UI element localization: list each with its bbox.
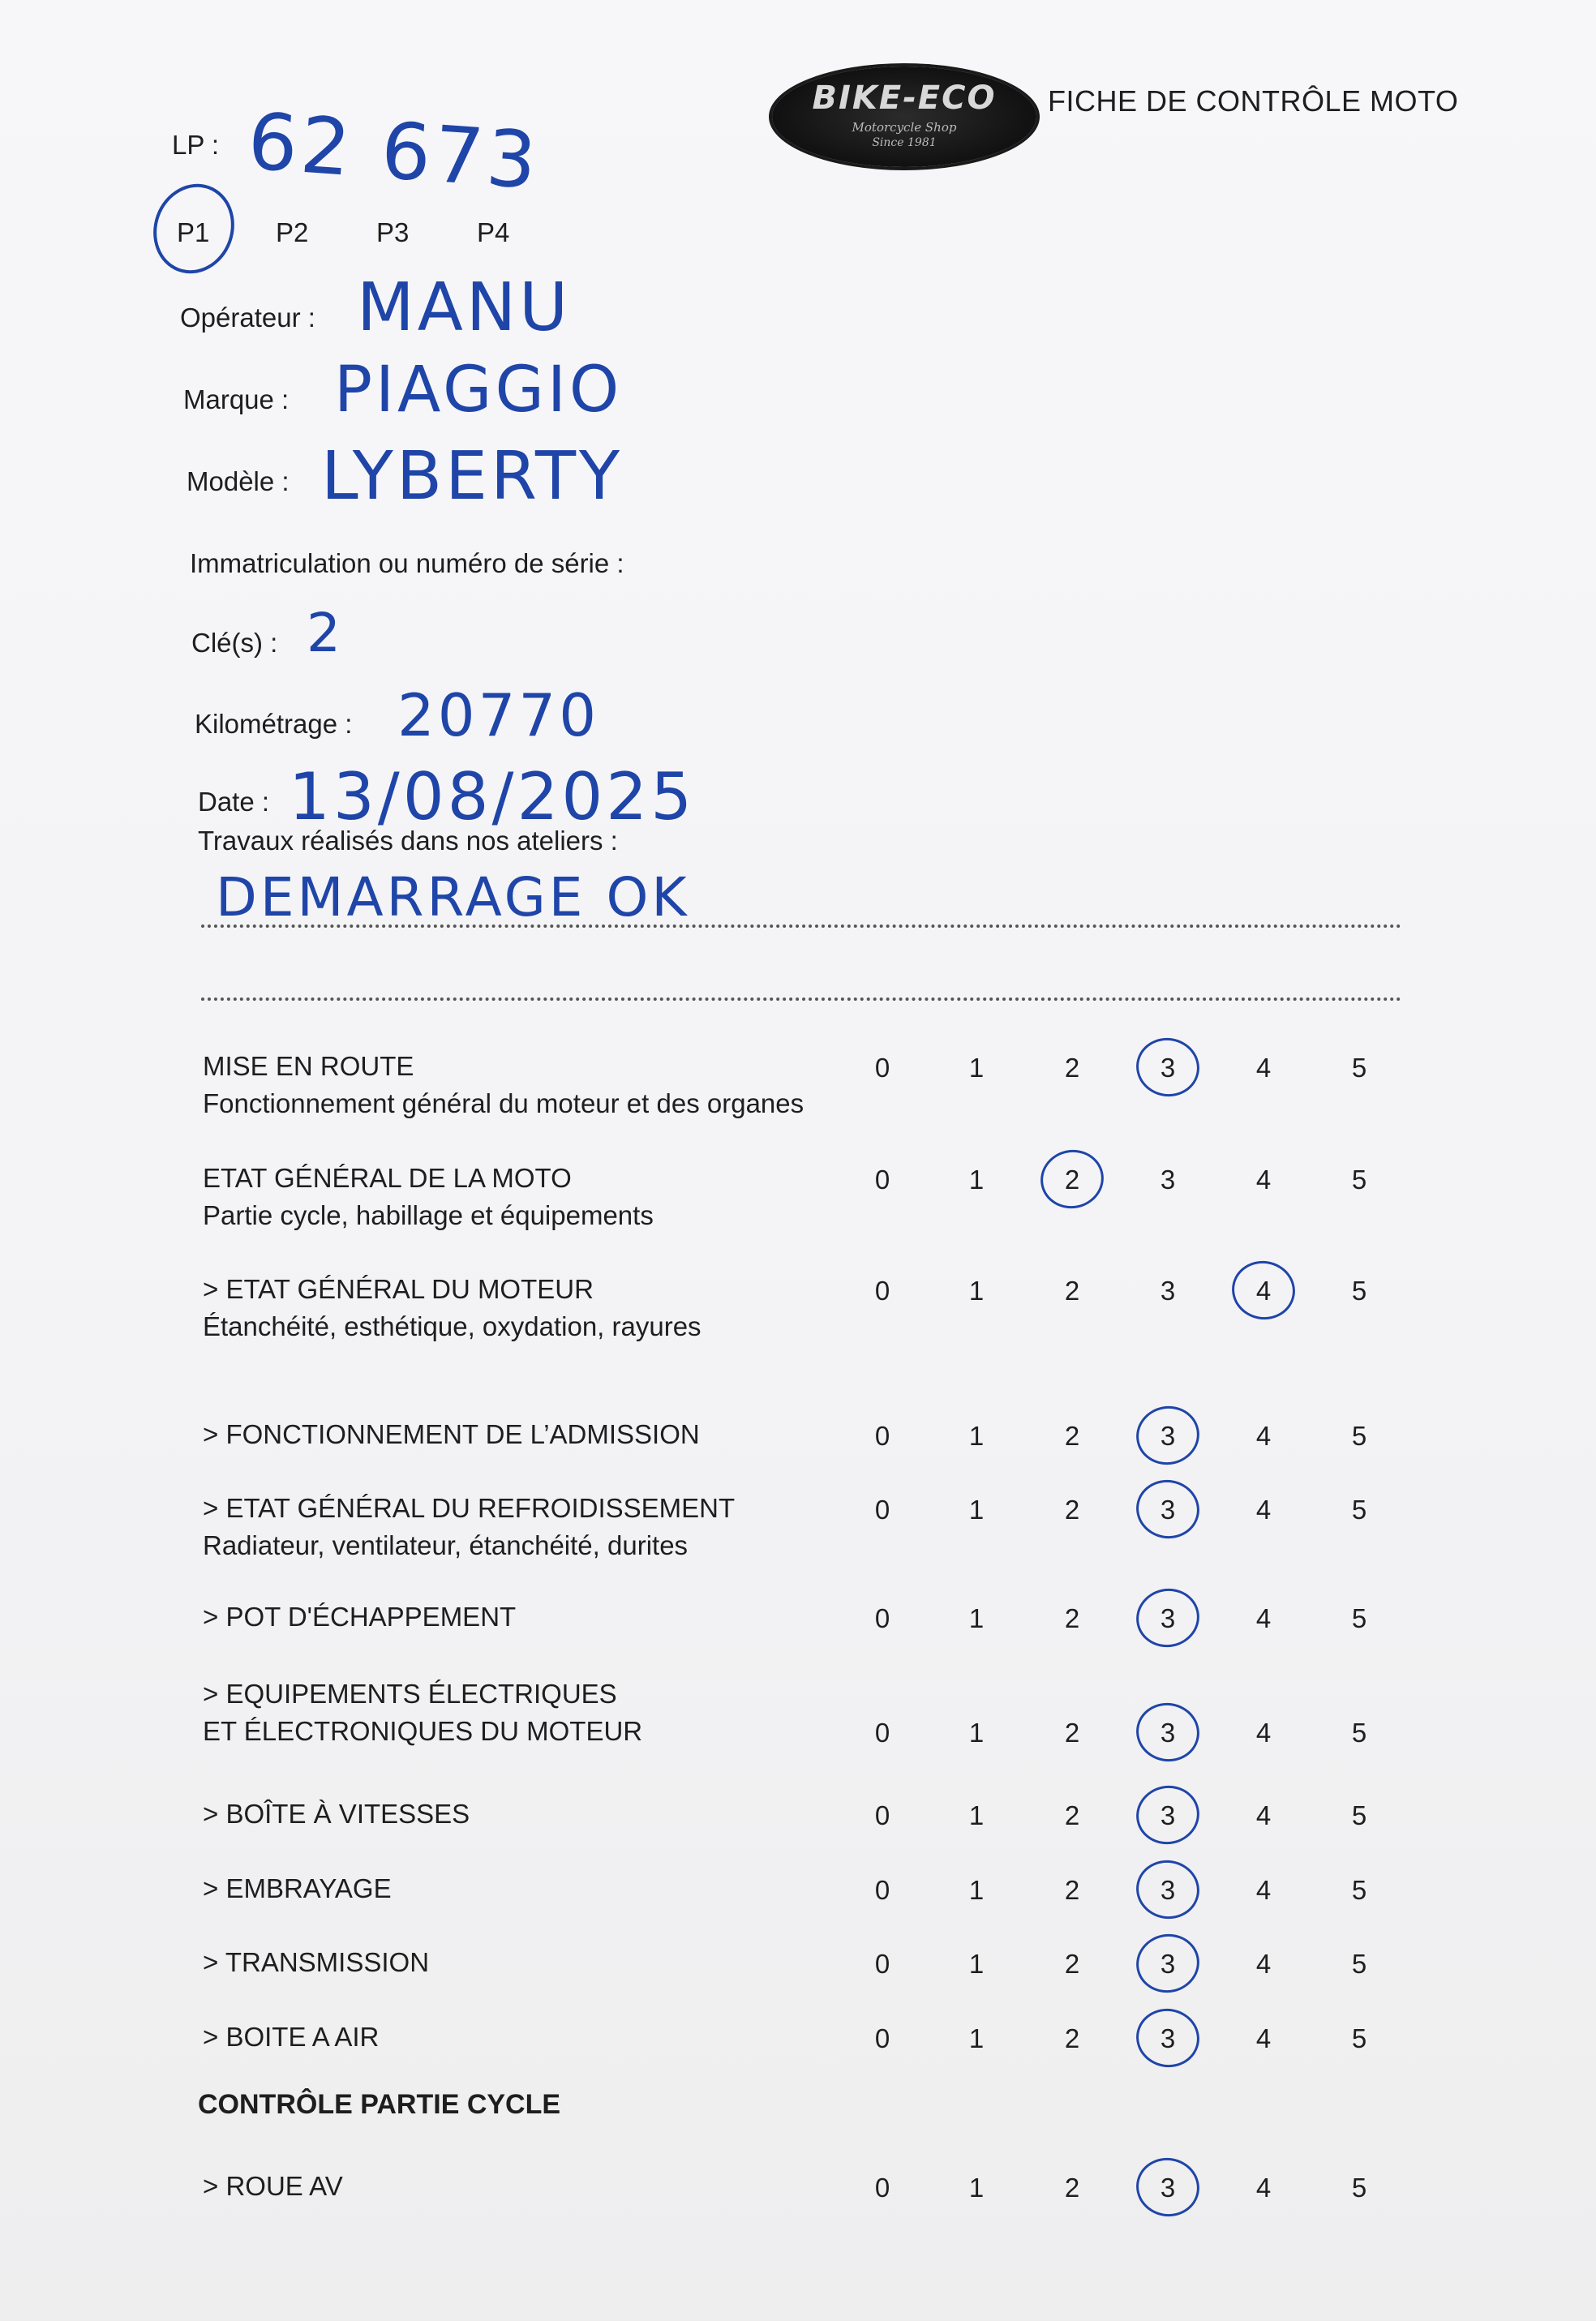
check-title: > POT D'ÉCHAPPEMENT <box>203 1602 517 1632</box>
check-score-option: 3 <box>1160 1875 1176 1905</box>
position-p4: P4 <box>477 217 510 247</box>
cycle-check-score-option: 1 <box>968 2173 985 2203</box>
kilometrage-value: 20770 <box>397 681 600 749</box>
check-score-option: 2 <box>1064 1800 1080 1830</box>
lp-value: 62 673 <box>245 96 543 207</box>
check-title: > FONCTIONNEMENT DE L’ADMISSION <box>203 1419 700 1449</box>
logo-text: BIKE-ECO <box>812 79 997 117</box>
check-score-option: 2 <box>1064 1718 1080 1748</box>
modele-value: LYBERTY <box>321 438 624 515</box>
cles-value: 2 <box>307 602 344 664</box>
travaux-value: DEMARRAGE OK <box>216 866 690 929</box>
check-score-option: 0 <box>874 1053 890 1083</box>
check-subtitle: Radiateur, ventilateur, étanchéité, durites <box>203 1530 689 1560</box>
check-score-option: 1 <box>968 1603 985 1633</box>
check-score-option: 2 <box>1064 1875 1080 1905</box>
sheet-title: FICHE DE CONTRÔLE MOTO <box>1048 84 1459 118</box>
modele-label: Modèle : <box>187 466 290 496</box>
operateur-label: Opérateur : <box>180 302 315 332</box>
check-score-option: 0 <box>874 1800 890 1830</box>
check-score-option: 4 <box>1255 1875 1272 1905</box>
check-score-option: 5 <box>1351 1165 1367 1195</box>
check-score-option: 2 <box>1064 1053 1080 1083</box>
check-score-option: 2 <box>1064 1495 1080 1525</box>
check-score-option: 0 <box>874 1603 890 1633</box>
check-score-option: 0 <box>874 1165 890 1195</box>
check-score-option: 1 <box>968 1276 985 1306</box>
check-score-option: 4 <box>1255 1800 1272 1830</box>
check-subtitle: ET ÉLECTRONIQUES DU MOTEUR <box>203 1716 643 1746</box>
section-cycle-title: CONTRÔLE PARTIE CYCLE <box>198 2089 561 2120</box>
check-score-option: 4 <box>1255 1421 1272 1451</box>
cycle-check-score-option: 3 <box>1160 2173 1176 2203</box>
check-score-option: 3 <box>1160 1165 1176 1195</box>
check-score-option: 2 <box>1064 1603 1080 1633</box>
check-score-option: 5 <box>1351 1875 1367 1905</box>
check-score-option: 5 <box>1351 1421 1367 1451</box>
check-score-option: 1 <box>968 1165 985 1195</box>
check-score-option: 5 <box>1351 2023 1367 2053</box>
check-score-option: 1 <box>968 1053 985 1083</box>
check-score-option: 2 <box>1064 2023 1080 2053</box>
check-score-option: 2 <box>1064 1276 1080 1306</box>
check-score-option: 2 <box>1064 1165 1080 1195</box>
position-p2: P2 <box>276 217 309 247</box>
check-score-option: 5 <box>1351 1800 1367 1830</box>
logo-tagline: Motorcycle Shop <box>852 120 957 135</box>
check-score-option: 4 <box>1255 1718 1272 1748</box>
cycle-check-score-option: 4 <box>1255 2173 1272 2203</box>
check-score-option: 2 <box>1064 1421 1080 1451</box>
check-score-option: 4 <box>1255 1276 1272 1306</box>
cycle-check-score-option: 5 <box>1351 2173 1367 2203</box>
check-subtitle: Partie cycle, habillage et équipements <box>203 1200 654 1230</box>
check-score-option: 0 <box>874 1875 890 1905</box>
check-score-option: 0 <box>874 2023 890 2053</box>
check-score-option: 4 <box>1255 1053 1272 1083</box>
cycle-check-score-option: 0 <box>874 2173 890 2203</box>
check-score-option: 1 <box>968 1718 985 1748</box>
check-selected-score-circle <box>1131 1698 1203 1766</box>
check-title: > EMBRAYAGE <box>203 1873 392 1903</box>
check-score-option: 3 <box>1160 1421 1176 1451</box>
check-score-option: 4 <box>1255 2023 1272 2053</box>
position-p1: P1 <box>177 217 210 247</box>
marque-value: PIAGGIO <box>334 354 623 427</box>
bike-eco-logo <box>772 66 1036 167</box>
check-title: > ETAT GÉNÉRAL DU REFROIDISSEMENT <box>203 1493 736 1523</box>
check-score-option: 1 <box>968 2023 985 2053</box>
check-title: > EQUIPEMENTS ÉLECTRIQUES <box>203 1679 617 1709</box>
check-score-option: 0 <box>874 1718 890 1748</box>
check-selected-score-circle <box>1130 1401 1204 1471</box>
lp-label: LP : <box>172 130 220 160</box>
check-score-option: 4 <box>1255 1165 1272 1195</box>
check-score-option: 0 <box>874 1495 890 1525</box>
check-score-option: 3 <box>1160 1495 1176 1525</box>
check-selected-score-circle <box>1130 1780 1204 1851</box>
check-score-option: 5 <box>1351 1276 1367 1306</box>
check-title: > BOITE A AIR <box>203 2022 380 2052</box>
cycle-check-score-option: 2 <box>1064 2173 1080 2203</box>
marque-label: Marque : <box>183 384 290 414</box>
check-selected-score-circle <box>1130 1583 1204 1654</box>
check-score-option: 1 <box>968 1800 985 1830</box>
position-p3: P3 <box>376 217 410 247</box>
check-score-option: 3 <box>1160 1949 1176 1979</box>
check-score-option: 1 <box>968 1949 985 1979</box>
travaux-line-2 <box>201 997 1401 1001</box>
check-score-option: 3 <box>1160 1603 1176 1633</box>
position-selected-circle <box>141 173 247 285</box>
check-title: > TRANSMISSION <box>203 1947 430 1977</box>
check-selected-score-circle <box>1130 1928 1204 1999</box>
check-score-option: 5 <box>1351 1718 1367 1748</box>
check-score-option: 3 <box>1160 1053 1176 1083</box>
check-score-option: 5 <box>1351 1495 1367 1525</box>
cycle-check-selected-score-circle <box>1131 2153 1203 2221</box>
check-score-option: 2 <box>1064 1949 1080 1979</box>
check-score-option: 3 <box>1160 1800 1176 1830</box>
travaux-line-1 <box>201 925 1401 928</box>
cycle-check-title: > ROUE AV <box>203 2171 343 2201</box>
logo-since: Since 1981 <box>872 136 937 149</box>
check-score-option: 0 <box>874 1276 890 1306</box>
check-score-option: 5 <box>1351 1053 1367 1083</box>
check-score-option: 0 <box>874 1421 890 1451</box>
check-title: > BOÎTE À VITESSES <box>203 1799 470 1829</box>
check-title: ETAT GÉNÉRAL DE LA MOTO <box>203 1163 572 1193</box>
check-selected-score-circle <box>1131 2004 1203 2072</box>
check-score-option: 0 <box>874 1949 890 1979</box>
date-value: 13/08/2025 <box>289 759 696 834</box>
travaux-label: Travaux réalisés dans nos ateliers : <box>198 826 618 856</box>
check-score-option: 5 <box>1351 1603 1367 1633</box>
check-selected-score-circle <box>1131 1475 1203 1543</box>
check-score-option: 3 <box>1160 2023 1176 2053</box>
check-selected-score-circle <box>1035 1144 1109 1215</box>
check-score-option: 1 <box>968 1875 985 1905</box>
check-score-option: 4 <box>1255 1495 1272 1525</box>
check-score-option: 4 <box>1255 1949 1272 1979</box>
check-selected-score-circle <box>1227 1256 1299 1324</box>
check-title: MISE EN ROUTE <box>203 1051 414 1081</box>
check-score-option: 1 <box>968 1495 985 1525</box>
check-score-option: 3 <box>1160 1276 1176 1306</box>
cles-label: Clé(s) : <box>191 628 278 658</box>
check-score-option: 5 <box>1351 1949 1367 1979</box>
immatriculation-label: Immatriculation ou numéro de série : <box>190 548 624 578</box>
check-selected-score-circle <box>1131 1033 1203 1101</box>
kilometrage-label: Kilométrage : <box>195 709 353 739</box>
date-label: Date : <box>198 787 270 817</box>
check-score-option: 3 <box>1160 1718 1176 1748</box>
operateur-value: MANU <box>357 269 572 346</box>
check-subtitle: Fonctionnement général du moteur et des organes <box>203 1088 804 1118</box>
check-subtitle: Étanchéité, esthétique, oxydation, rayures <box>203 1311 701 1341</box>
check-selected-score-circle <box>1131 1856 1203 1924</box>
check-score-option: 4 <box>1255 1603 1272 1633</box>
check-title: > ETAT GÉNÉRAL DU MOTEUR <box>203 1274 594 1304</box>
check-score-option: 1 <box>968 1421 985 1451</box>
